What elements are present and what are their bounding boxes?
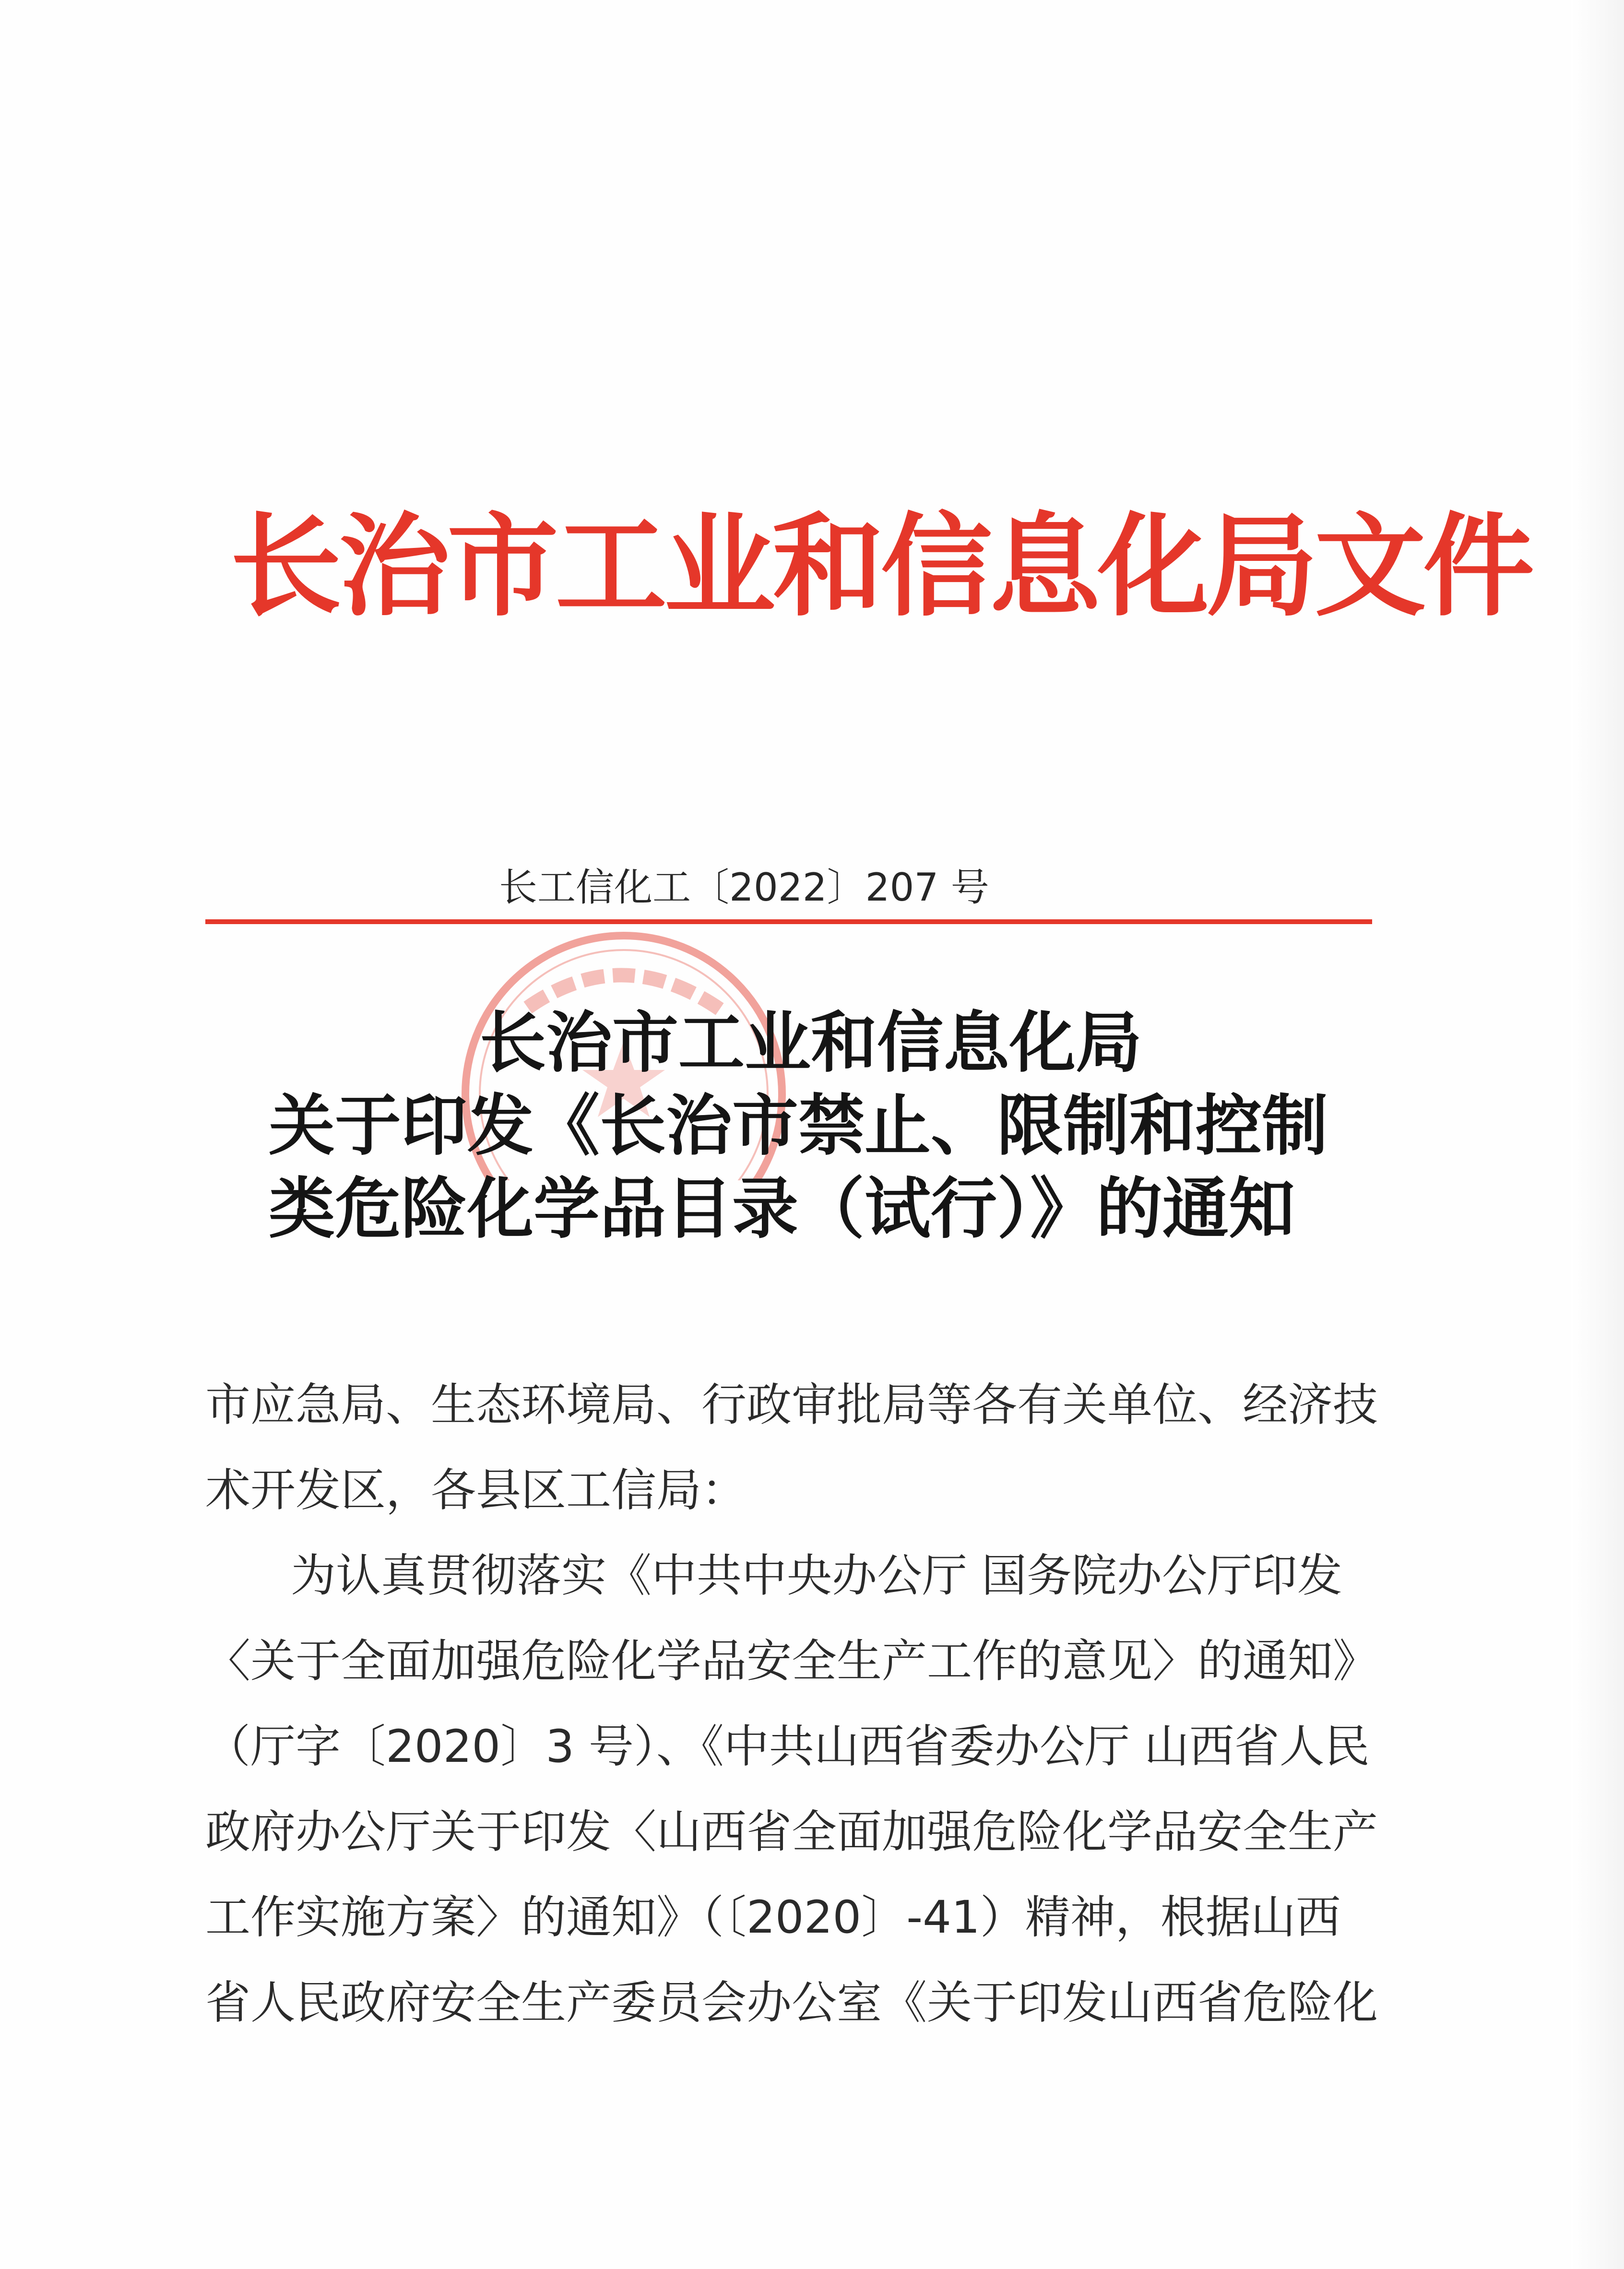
body-text (205, 1363, 1378, 2046)
body-line: 政府办公厅关于印发〈山西省全面加强危险化学品安全生产 (205, 1806, 1378, 1858)
title-line-3: 类危险化学品目录（试行）》的通知 (269, 1169, 1295, 1247)
body-line: 〈关于全面加强危险化学品安全生产工作的意见〉的通知》 (205, 1635, 1378, 1687)
scan-edge (1571, 0, 1624, 2269)
body-line: 术开发区，各县区工信局： (205, 1464, 747, 1517)
body-line: 市应急局、生态环境局、行政审批局等各有关单位、经济技 (205, 1379, 1378, 1431)
notice-title (269, 1003, 1353, 1248)
masthead-title: 长治市工业和信息化局文件 (230, 500, 1532, 631)
title-line-2: 关于印发《长治市禁止、限制和控制 (269, 1086, 1328, 1164)
document-number: 长工信化工〔2022〕207 号 (499, 865, 989, 910)
title-line-1: 长治市工业和信息化局 (480, 1003, 1142, 1081)
body-line: 工作实施方案〉的通知》（〔2020〕-41）精神，根据山西 (205, 1891, 1341, 1944)
body-line: 省人民政府安全生产委员会办公室《关于印发山西省危险化 (205, 1977, 1378, 2029)
body-line: 为认真贯彻落实《中共中央办公厅 国务院办公厅印发 (291, 1550, 1342, 1602)
body-line: （厅字〔2020〕3 号）、《中共山西省委办公厅 山西省人民 (205, 1721, 1370, 1773)
